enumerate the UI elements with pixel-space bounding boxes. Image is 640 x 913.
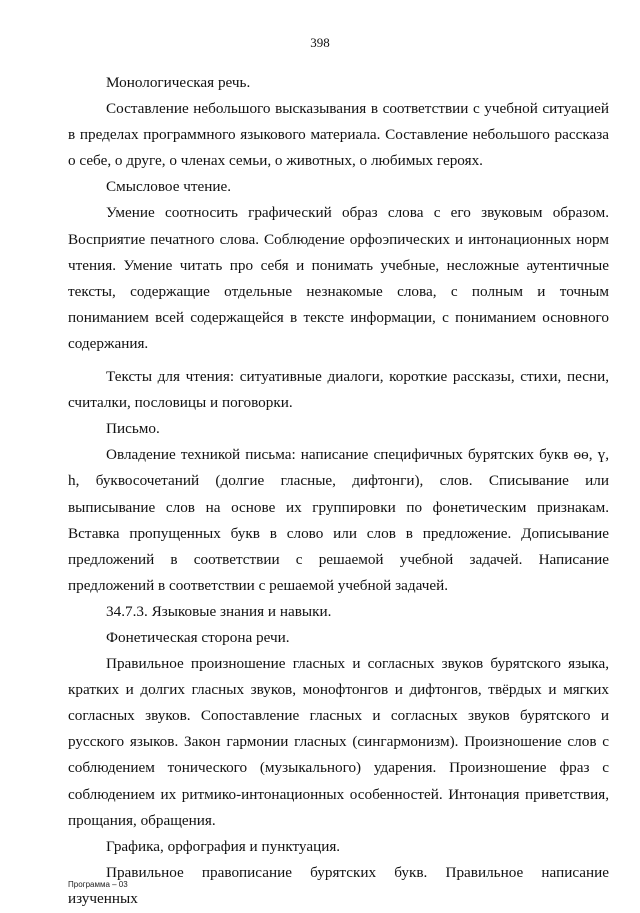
paragraph-writing-body: Овладение техникой письма: написание специфичных бурятских букв өө, ү, һ, буквосочетаний (долгие гласные, дифтонги), слов. Списывание или выписывание слов на основе их группировки по фонетическим признакам. Вставка пропущенных букв в слово или слов в предложение. Дописывание предложений в соответствии с решаемой учебной задачей. Написание предложений в соответствии с решаемой учебной задачей. [68, 446, 609, 594]
heading-phonetics: Фонетическая сторона речи. [106, 628, 290, 646]
page-body [68, 70, 609, 912]
page-number: 398 [310, 35, 330, 50]
heading-graphics-orthography: Графика, орфография и пунктуация. [106, 837, 341, 855]
paragraph-orthography-body: Правильное правописание бурятских букв. Правильное написание изученных [68, 863, 609, 907]
heading-monologue: Монологическая речь. [106, 74, 251, 91]
paragraph-reading-body: Умение соотносить графический образ слова с его звуковым образом. Восприятие печатного слова. Соблюдение орфоэпических и интонационных норм чтения. Умение читать про себя и понимать учебные, несложные аутентичные тексты, содержащие отдельные незнакомые слова, с полным и точным пониманием всей содержащейся в тексте информации, с пониманием основного содержания. [68, 204, 609, 352]
section-heading-language-knowledge: 34.7.3. Языковые знания и навыки. [106, 602, 332, 620]
paragraph-reading-texts: Тексты для чтения: ситуативные диалоги, короткие рассказы, стихи, песни, считалки, пословицы и поговорки. [68, 368, 609, 412]
heading-writing: Письмо. [106, 420, 160, 438]
page-footer: Программа – 03 [68, 880, 128, 889]
heading-reading: Смысловое чтение. [106, 178, 232, 196]
paragraph-phonetics-body: Правильное произношение гласных и согласных звуков бурятского языка, кратких и долгих гласных звуков, монофтонгов и дифтонгов, твёрдых и мягких согласных звуков. Сопоставление гласных и согласных звуков бурятского и русского языков. Закон гармонии гласных (сингармонизм). Произношение слов с соблюдением тонического (музыкального) ударения. Произношение фраз с соблюдением их ритмико-интонационных особенностей. Интонация приветствия, прощания, обращения. [68, 655, 609, 829]
paragraph-monologue-body: Составление небольшого высказывания в соответствии с учебной ситуацией в пределах программного языкового материала. Составление небольшого рассказа о себе, о друге, о членах семьи, о животных, о любимых героях. [68, 100, 609, 170]
